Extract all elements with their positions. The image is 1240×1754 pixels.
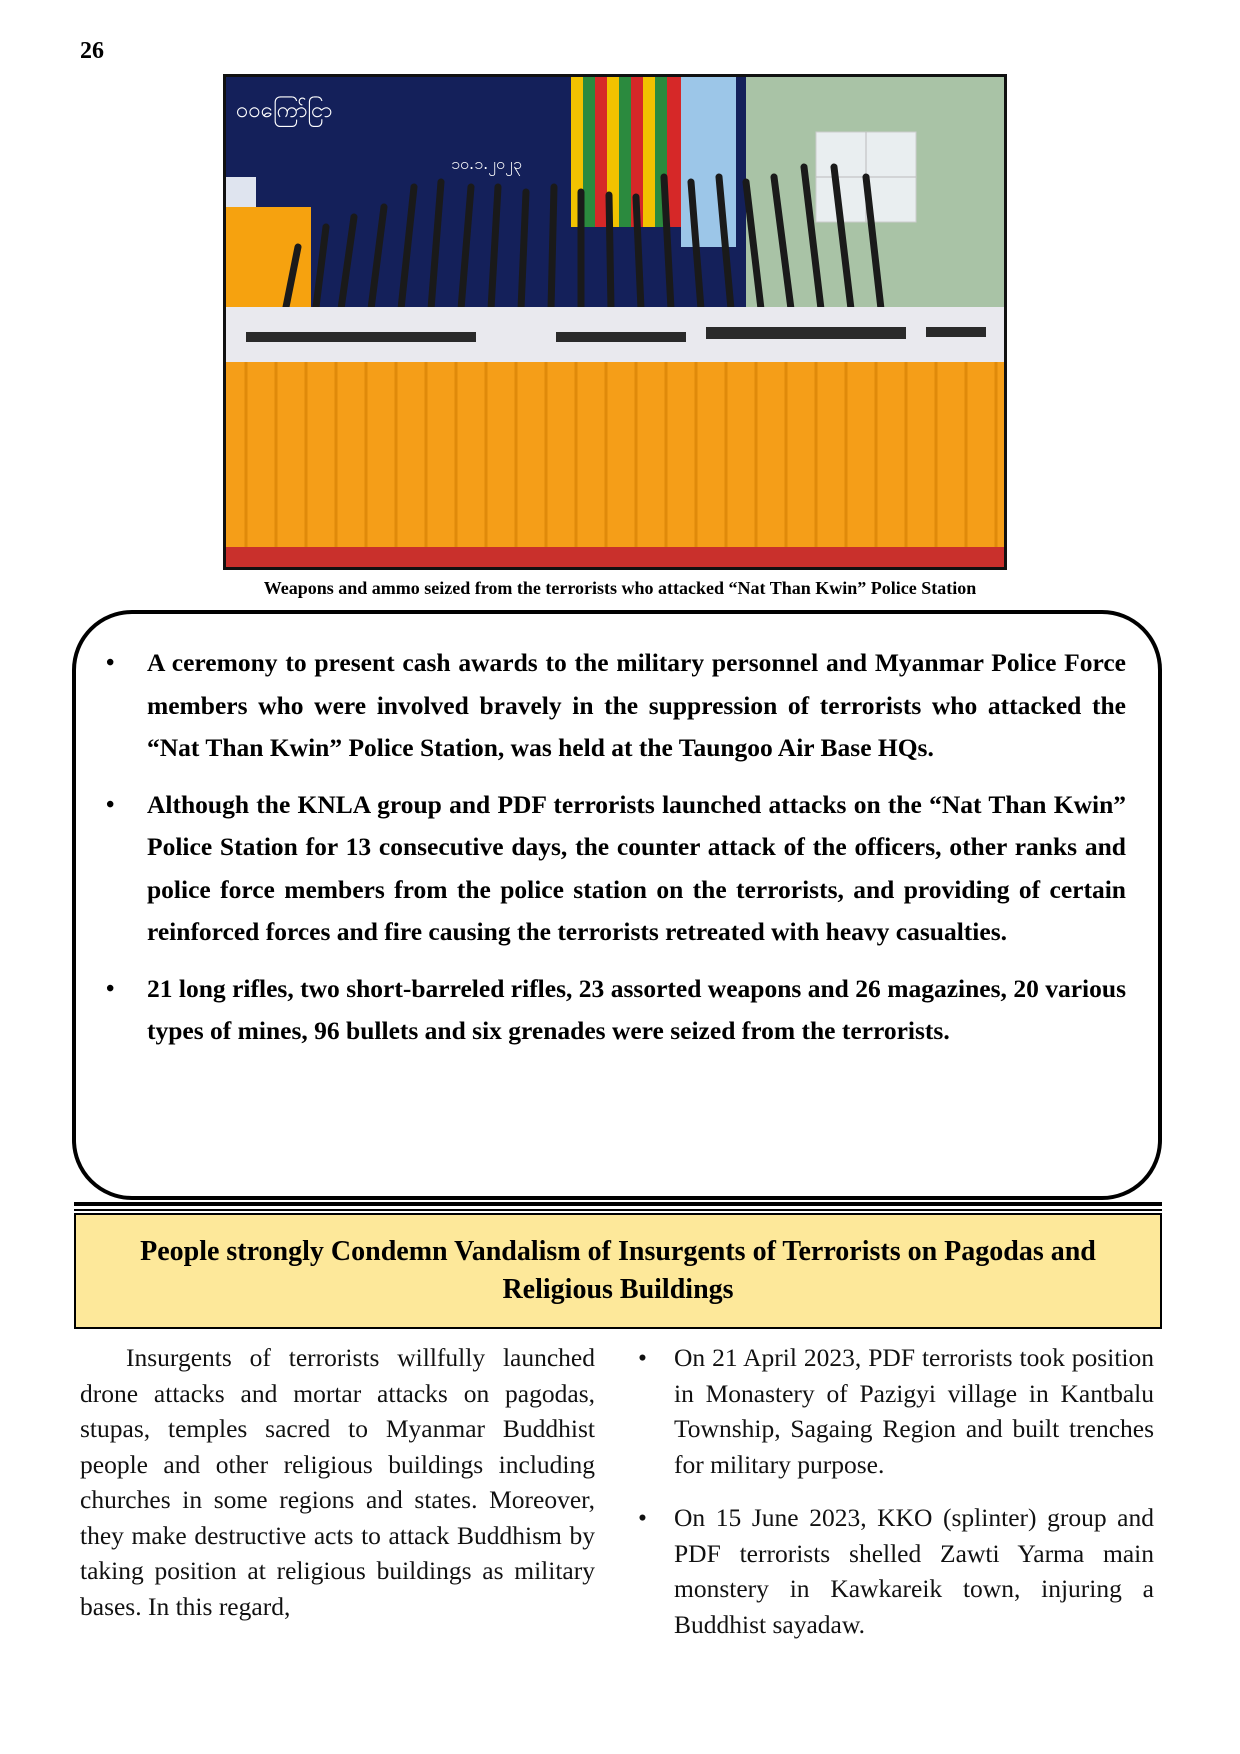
article-left-column: Insurgents of terrorists willfully launched drone attacks and mortar attacks on pagodas, stupas, temples sacred to Myanmar Buddhist people and other religious buildings including churches in some regions and states. Moreover, they make destructive acts to attack Buddhism by taking position at religious buildings as military bases. In this regard, (80, 1343, 595, 1621)
summary-bullet: • 21 long rifles, two short-barreled rifles, 23 assorted weapons and 26 magazines, 20 various types of mines, 96 bullets and six grenades were seized from the terrorists. (136, 968, 1126, 1053)
article-right-column (638, 1340, 1154, 1660)
weapons-photo (223, 74, 1007, 570)
summary-bullet: • Although the KNLA group and PDF terrorists launched attacks on the “Nat Than Kwin” Police Station for 13 consecutive days, the counter attack of the officers, other ranks and police force members from the police station on the terrorists, and providing of certain reinforced forces and fire causing the terrorists retreated with heavy casualties. (136, 784, 1126, 954)
section-divider (74, 1202, 1162, 1206)
summary-bullet: • A ceremony to present cash awards to the military personnel and Myanmar Police Force members who were involved bravely in the suppression of terrorists who attacked the “Nat Than Kwin” Police Station, was held at the Taungoo Air Base HQs. (136, 642, 1126, 770)
section-divider-thin (74, 1209, 1162, 1211)
section-headline: People strongly Condemn Vandalism of Insurgents of Terrorists on Pagodas and Religious Buildings (74, 1213, 1162, 1329)
banner-date: ၁၀.၁.၂၀၂၃ (451, 154, 522, 173)
incident-item: • On 15 June 2023, KKO (splinter) group and PDF terrorists shelled Zawti Yarma main monstery in Kawkareik town, injuring a Buddhist sayadaw. (638, 1500, 1154, 1642)
photo-caption: Weapons and ammo seized from the terrorists who attacked “Nat Than Kwin” Police Station (263, 578, 977, 598)
weapons-photo-illustration (226, 77, 1004, 567)
page-number: 26 (80, 38, 104, 64)
banner-text: ဝ၀ကြော်ငြာ (236, 98, 333, 123)
summary-box (72, 610, 1162, 1200)
incident-item: • On 21 April 2023, PDF terrorists took position in Monastery of Pazigyi village in Kantbalu Township, Sagaing Region and built trenches for military purpose. (638, 1340, 1154, 1482)
summary-list (136, 642, 1126, 1053)
